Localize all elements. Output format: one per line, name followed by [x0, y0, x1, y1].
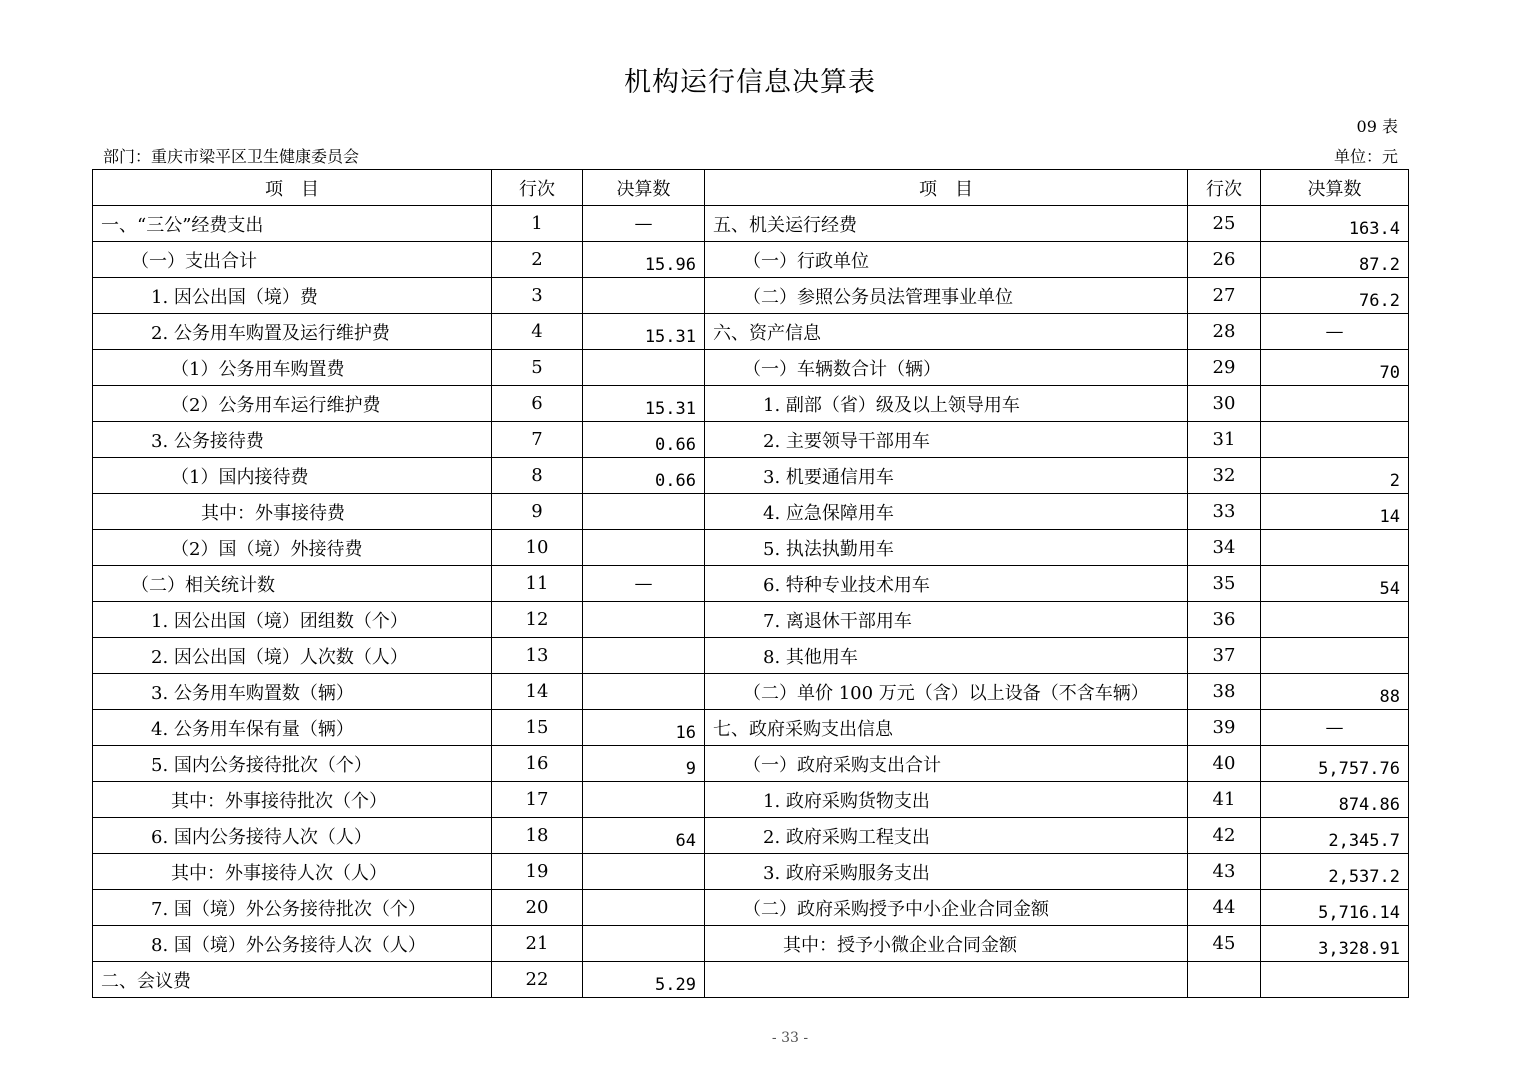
cell-item-left: 一、“三公”经费支出	[93, 206, 492, 242]
cell-row-no-right: 40	[1188, 746, 1261, 782]
cell-amount-left	[583, 530, 705, 566]
cell-row-no-left: 10	[492, 530, 583, 566]
cell-item-right: 1. 副部（省）级及以上领导用车	[705, 386, 1188, 422]
cell-item-right: （一）政府采购支出合计	[705, 746, 1188, 782]
budget-table	[92, 169, 1409, 998]
cell-amount-left	[583, 890, 705, 926]
cell-row-no-right: 33	[1188, 494, 1261, 530]
cell-row-no-left: 1	[492, 206, 583, 242]
cell-amount-left: —	[583, 566, 705, 602]
header-row-no-right: 行次	[1188, 170, 1261, 206]
cell-amount-left	[583, 278, 705, 314]
cell-amount-right: 5,757.76	[1261, 746, 1409, 782]
table-row	[93, 746, 1409, 782]
cell-item-left: 5. 国内公务接待批次（个）	[93, 746, 492, 782]
header-item-right: 项 目	[705, 170, 1188, 206]
cell-item-left: 2. 因公出国（境）人次数（人）	[93, 638, 492, 674]
cell-item-left: 8. 国（境）外公务接待人次（人）	[93, 926, 492, 962]
table-row	[93, 962, 1409, 998]
cell-amount-right: 70	[1261, 350, 1409, 386]
cell-row-no-right: 26	[1188, 242, 1261, 278]
cell-amount-right: 874.86	[1261, 782, 1409, 818]
cell-item-left: 3. 公务接待费	[93, 422, 492, 458]
table-row	[93, 602, 1409, 638]
cell-row-no-right: 45	[1188, 926, 1261, 962]
cell-row-no-left: 12	[492, 602, 583, 638]
cell-amount-left: 15.96	[583, 242, 705, 278]
cell-row-no-right: 39	[1188, 710, 1261, 746]
cell-item-left: 其中：外事接待费	[93, 494, 492, 530]
cell-item-left: （一）支出合计	[93, 242, 492, 278]
cell-row-no-right: 38	[1188, 674, 1261, 710]
table-row	[93, 314, 1409, 350]
cell-amount-left	[583, 854, 705, 890]
cell-amount-left	[583, 638, 705, 674]
cell-row-no-right: 35	[1188, 566, 1261, 602]
table-row	[93, 710, 1409, 746]
table-row	[93, 206, 1409, 242]
cell-amount-left	[583, 602, 705, 638]
table-row	[93, 854, 1409, 890]
cell-row-no-right: 27	[1188, 278, 1261, 314]
table-row	[93, 530, 1409, 566]
cell-row-no-right: 32	[1188, 458, 1261, 494]
cell-row-no-right: 43	[1188, 854, 1261, 890]
cell-item-right: （二）单价 100 万元（含）以上设备（不含车辆）	[705, 674, 1188, 710]
cell-amount-left	[583, 674, 705, 710]
cell-row-no-right: 37	[1188, 638, 1261, 674]
table-row	[93, 350, 1409, 386]
cell-row-no-right: 25	[1188, 206, 1261, 242]
cell-item-left: 2. 公务用车购置及运行维护费	[93, 314, 492, 350]
cell-item-right: 6. 特种专业技术用车	[705, 566, 1188, 602]
page-title: 机构运行信息决算表	[624, 67, 876, 98]
cell-item-right: 5. 执法执勤用车	[705, 530, 1188, 566]
cell-amount-left	[583, 494, 705, 530]
cell-row-no-right	[1188, 962, 1261, 998]
cell-amount-right	[1261, 638, 1409, 674]
cell-item-left: 3. 公务用车购置数（辆）	[93, 674, 492, 710]
table-row	[93, 638, 1409, 674]
cell-item-right: （二）政府采购授予中小企业合同金额	[705, 890, 1188, 926]
cell-item-right: 3. 机要通信用车	[705, 458, 1188, 494]
table-header-row	[93, 170, 1409, 206]
table-row	[93, 458, 1409, 494]
cell-item-left: 6. 国内公务接待人次（人）	[93, 818, 492, 854]
cell-row-no-left: 6	[492, 386, 583, 422]
cell-row-no-right: 28	[1188, 314, 1261, 350]
cell-row-no-left: 3	[492, 278, 583, 314]
cell-item-right: 2. 主要领导干部用车	[705, 422, 1188, 458]
cell-amount-right: 2	[1261, 458, 1409, 494]
cell-amount-left	[583, 350, 705, 386]
cell-amount-left: 9	[583, 746, 705, 782]
cell-row-no-right: 44	[1188, 890, 1261, 926]
cell-row-no-left: 4	[492, 314, 583, 350]
cell-amount-right: 163.4	[1261, 206, 1409, 242]
cell-item-right: 1. 政府采购货物支出	[705, 782, 1188, 818]
cell-amount-right: 76.2	[1261, 278, 1409, 314]
cell-amount-right: —	[1261, 314, 1409, 350]
cell-row-no-left: 2	[492, 242, 583, 278]
header-row-no-left: 行次	[492, 170, 583, 206]
cell-amount-left: 15.31	[583, 314, 705, 350]
cell-item-right: （二）参照公务员法管理事业单位	[705, 278, 1188, 314]
table-row	[93, 278, 1409, 314]
cell-amount-right: 54	[1261, 566, 1409, 602]
cell-amount-left: 0.66	[583, 422, 705, 458]
cell-amount-right: 14	[1261, 494, 1409, 530]
cell-item-left: 其中：外事接待批次（个）	[93, 782, 492, 818]
cell-amount-left: 64	[583, 818, 705, 854]
header-amount-left: 决算数	[583, 170, 705, 206]
header-item-left: 项 目	[93, 170, 492, 206]
cell-row-no-left: 13	[492, 638, 583, 674]
cell-item-left: 1. 因公出国（境）团组数（个）	[93, 602, 492, 638]
cell-amount-left: 5.29	[583, 962, 705, 998]
cell-item-left: 1. 因公出国（境）费	[93, 278, 492, 314]
cell-row-no-left: 20	[492, 890, 583, 926]
table-row	[93, 242, 1409, 278]
cell-item-right: 4. 应急保障用车	[705, 494, 1188, 530]
cell-row-no-left: 18	[492, 818, 583, 854]
table-row	[93, 422, 1409, 458]
table-row	[93, 566, 1409, 602]
cell-item-right: 五、机关运行经费	[705, 206, 1188, 242]
cell-row-no-left: 5	[492, 350, 583, 386]
cell-amount-right	[1261, 386, 1409, 422]
cell-item-right: （一）行政单位	[705, 242, 1188, 278]
cell-amount-left	[583, 782, 705, 818]
cell-item-right: 其中：授予小微企业合同金额	[705, 926, 1188, 962]
cell-row-no-left: 22	[492, 962, 583, 998]
department-label: 部门：重庆市梁平区卫生健康委员会	[103, 147, 360, 166]
cell-amount-right: 5,716.14	[1261, 890, 1409, 926]
cell-item-right: 3. 政府采购服务支出	[705, 854, 1188, 890]
cell-amount-right: 88	[1261, 674, 1409, 710]
cell-amount-right: 87.2	[1261, 242, 1409, 278]
cell-row-no-right: 36	[1188, 602, 1261, 638]
cell-item-left: 其中：外事接待人次（人）	[93, 854, 492, 890]
cell-amount-right: —	[1261, 710, 1409, 746]
cell-row-no-left: 16	[492, 746, 583, 782]
unit-label: 单位：元	[1333, 147, 1398, 166]
cell-amount-left: 0.66	[583, 458, 705, 494]
cell-amount-right: 3,328.91	[1261, 926, 1409, 962]
cell-item-left: （1）公务用车购置费	[93, 350, 492, 386]
cell-item-left: 4. 公务用车保有量（辆）	[93, 710, 492, 746]
cell-item-right: 六、资产信息	[705, 314, 1188, 350]
cell-amount-left: 16	[583, 710, 705, 746]
cell-amount-right	[1261, 422, 1409, 458]
cell-row-no-left: 19	[492, 854, 583, 890]
cell-item-right	[705, 962, 1188, 998]
cell-row-no-right: 29	[1188, 350, 1261, 386]
table-row	[93, 782, 1409, 818]
cell-row-no-right: 34	[1188, 530, 1261, 566]
cell-item-left: 7. 国（境）外公务接待批次（个）	[93, 890, 492, 926]
cell-item-right: 7. 离退休干部用车	[705, 602, 1188, 638]
page-number: - 33 -	[771, 1030, 809, 1046]
cell-item-right: 七、政府采购支出信息	[705, 710, 1188, 746]
cell-amount-right	[1261, 602, 1409, 638]
cell-amount-right: 2,345.7	[1261, 818, 1409, 854]
cell-item-right: （一）车辆数合计（辆）	[705, 350, 1188, 386]
cell-item-left: （1）国内接待费	[93, 458, 492, 494]
cell-row-no-left: 14	[492, 674, 583, 710]
cell-amount-right	[1261, 530, 1409, 566]
cell-row-no-left: 21	[492, 926, 583, 962]
cell-row-no-left: 11	[492, 566, 583, 602]
cell-amount-left: 15.31	[583, 386, 705, 422]
cell-item-left: （2）国（境）外接待费	[93, 530, 492, 566]
cell-amount-right	[1261, 962, 1409, 998]
cell-row-no-left: 9	[492, 494, 583, 530]
table-row	[93, 890, 1409, 926]
cell-item-right: 8. 其他用车	[705, 638, 1188, 674]
cell-item-right: 2. 政府采购工程支出	[705, 818, 1188, 854]
cell-row-no-left: 15	[492, 710, 583, 746]
header-amount-right: 决算数	[1261, 170, 1409, 206]
cell-row-no-right: 31	[1188, 422, 1261, 458]
table-body	[93, 206, 1409, 998]
cell-row-no-left: 17	[492, 782, 583, 818]
table-row	[93, 494, 1409, 530]
cell-item-left: （2）公务用车运行维护费	[93, 386, 492, 422]
table-row	[93, 386, 1409, 422]
table-row	[93, 674, 1409, 710]
cell-row-no-left: 8	[492, 458, 583, 494]
cell-amount-left: —	[583, 206, 705, 242]
cell-amount-left	[583, 926, 705, 962]
cell-row-no-right: 30	[1188, 386, 1261, 422]
cell-item-left: 二、会议费	[93, 962, 492, 998]
cell-row-no-right: 41	[1188, 782, 1261, 818]
cell-row-no-right: 42	[1188, 818, 1261, 854]
cell-item-left: （二）相关统计数	[93, 566, 492, 602]
cell-row-no-left: 7	[492, 422, 583, 458]
table-row	[93, 926, 1409, 962]
table-row	[93, 818, 1409, 854]
cell-amount-right: 2,537.2	[1261, 854, 1409, 890]
form-number: 09 表	[1356, 117, 1398, 136]
